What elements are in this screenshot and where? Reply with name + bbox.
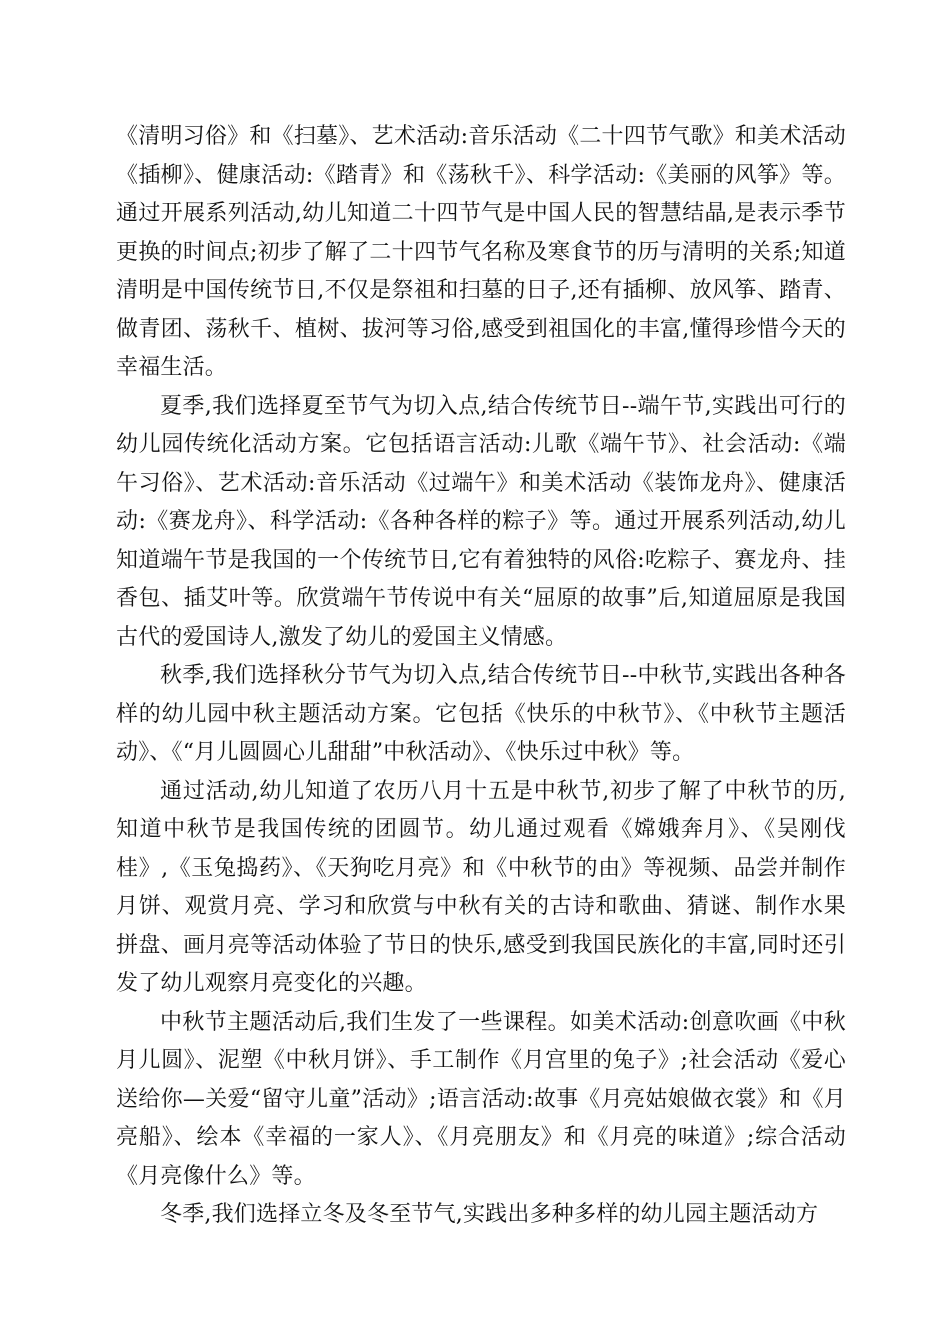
- paragraph-winter: 冬季,我们选择立冬及冬至节气,实践出多种多样的幼儿园主题活动方: [160, 1202, 819, 1227]
- paragraph-mid-autumn-courses: 中秋节主题活动后,我们生发了一些课程。如美术活动:创意吹画《中秋月儿圆》、泥塑《中秋月饼》、手工制作《月宫里的兔子》;社会活动《爱心送给你—关爱“留守儿童”活动》;语言活动:故事《月亮姑娘做衣裳》和《月亮船》、绘本《幸福的一家人》、《月亮朋友》和《月亮的味道》;综合活动《月亮像什么》等。: [116, 1009, 846, 1189]
- paragraph-autumn-activities: 通过活动,幼儿知道了农历八月十五是中秋节,初步了解了中秋节的历,知道中秋节是我国传统的团圆节。幼儿通过观看《嫦娥奔月》、《吴刚伐桂》,《玉兔捣药》、《天狗吃月亮》和《中秋节的由》等视频、品尝并制作月饼、观赏月亮、学习和欣赏与中秋有关的古诗和歌曲、猜谜、制作水果拼盘、画月亮等活动体验了节日的快乐,感受到我国民族化的丰富,同时还引发了幼儿观察月亮变化的兴趣。: [116, 778, 846, 996]
- paragraph-summer: 夏季,我们选择夏至节气为切入点,结合传统节日--端午节,实践出可行的幼儿园传统化活动方案。它包括语言活动:儿歌《端午节》、社会活动:《端午习俗》、艺术活动:音乐活动《过端午》和美术活动《装饰龙舟》、健康活动:《赛龙舟》、科学活动:《各种各样的粽子》等。通过开展系列活动,幼儿知道端午节是我国的一个传统节日,它有着独特的风俗:吃粽子、赛龙舟、挂香包、插艾叶等。欣赏端午节传说中有关“屈原的故事”后,知道屈原是我国古代的爱国诗人,激发了幼儿的爱国主义情感。: [116, 393, 846, 650]
- paragraph-autumn: 秋季,我们选择秋分节气为切入点,结合传统节日--中秋节,实践出各种各样的幼儿园中秋主题活动方案。它包括《快乐的中秋节》、《中秋节主题活动》、《“月儿圆圆心儿甜甜”中秋活动》、《快乐过中秋》等。: [116, 663, 846, 765]
- paragraph-spring-customs: 《清明习俗》和《扫墓》、艺术活动:音乐活动《二十四节气歌》和美术活动《插柳》、健康活动:《踏青》和《荡秋千》、科学活动:《美丽的风筝》等。通过开展系列活动,幼儿知道二十四节气是中国人民的智慧结晶,是表示季节更换的时间点;初步了解了二十四节气名称及寒食节的历与清明的关系;知道清明是中国传统节日,不仅是祭祖和扫墓的日子,还有插柳、放风筝、踏青、做青团、荡秋千、植树、拔河等习俗,感受到祖国化的丰富,懂得珍惜今天的幸福生活。: [116, 124, 846, 380]
- document-body: [116, 118, 846, 1235]
